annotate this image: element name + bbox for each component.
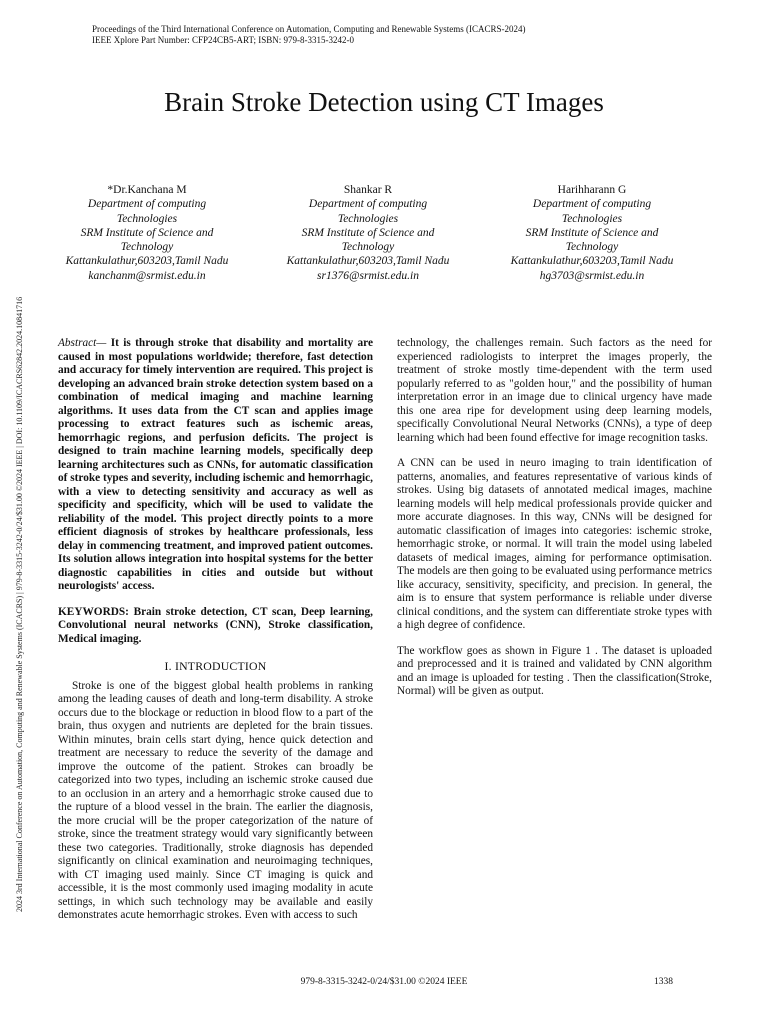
author-affiliation: Kattankulathur,603203,Tamil Nadu (510, 255, 674, 268)
author-name: Harihharann G (557, 184, 627, 196)
author-affiliation: Technology (341, 241, 395, 254)
conference-header (92, 24, 526, 46)
intro-paragraph-2: technology, the challenges remain. Such factors as the need for experienced radiologists to interpret the images properly, the treatment of stroke mostly time-dependent with the term used popularly referred to as "golden hour," and the possibility of human interpretation error in an image due to clinical urgency have made this one area ripe for development using deep learning models, specifically Convolutional Neural Networks (CNNs), a type of deep learning which had been found effective for image recognition tasks. (397, 337, 712, 444)
author-affiliation: SRM Institute of Science and (80, 226, 214, 239)
author-affiliation: Technologies (337, 212, 399, 225)
intro-paragraph-3: A CNN can be used in neuro imaging to train identification of patterns, anomalies, and features representative of various kinds of strokes. Using big datasets of annotated medical images, machine learning models will help medical professionals provide quicker and more accurate diagnoses. In this way, CNNs will be designed for automatic classification of images into categories: ischemic stroke, hemorrhagic stroke, or normal. It will train the model using labeled datasets of medical images, aiming for performance optimisation. The models are then going to be evaluated using performance metrics like accuracy, sensitivity, specificity, and precision. In general, the aim is to ensure that system performance is reliable under diverse clinical conditions, and the system can differentiate stroke types with a high degree of confidence. (397, 457, 712, 631)
page-number: 1338 (654, 977, 673, 987)
author-affiliation: Technologies (561, 212, 623, 225)
author-name: Shankar R (343, 184, 393, 196)
author-block-2 (268, 183, 468, 283)
keywords: KEYWORDS: Brain stroke detection, CT scan, Deep learning, Convolutional neural networks (CNN), Stroke classification, Medical imaging. (58, 605, 373, 645)
author-email: sr1376@srmist.edu.in (317, 269, 419, 282)
abstract (58, 337, 373, 594)
left-column (58, 337, 373, 923)
header-line-2: IEEE Xplore Part Number: CFP24CB5-ART; ISBN: 979-8-3315-3242-0 (92, 35, 354, 45)
doi-sidebar: 2024 3rd International Conference on Automation, Computing and Renewable Systems (ICACRS) | 979-8-3315-3242-0/24/$31.00 ©2024 IEEE | DOI: 10.1109/ICACRS62842.2024.10841716 (15, 296, 24, 912)
abstract-text: It is through stroke that disability and mortality are caused in most populations worldwide; therefore, fast detection and accuracy for timely intervention are required. This project is developing an advanced brain stroke detection system based on a combination of medical imaging and machine learning algorithms. It uses data from the CT scan and applies image processing to extract features such as ischemic areas, hemorrhagic regions, and perfusion deficits. The project is designed to train machine learning models, specifically deep learning architectures such as CNNs, for automatic classification of stroke types and severity, including ischemic and hemorrhagic, with a view to detecting sensitivity and accuracy as well as specificity and specificity, which will be used to validate the reliability of the model. This project directly points to a more efficient diagnosis of strokes by healthcare professionals, less delay in commencing treatment, and improved patient outcomes. Its solution allows integration into hospital systems for the better diagnostic capabilities in cities and outside but without neurologists' access. (58, 337, 373, 592)
paper-title: Brain Stroke Detection using CT Images (164, 87, 604, 117)
author-affiliation: SRM Institute of Science and (525, 226, 659, 239)
intro-paragraph-1: Stroke is one of the biggest global health problems in ranking among the leading causes of death and long-term disability. A stroke occurs due to the blockage or reduction in blood flow to a part of the brain, thus oxygen and nutrients are depleted for the brain tissues. Within minutes, brain cells start dying, hence quick detection and treatment are necessary to reduce the severity of the damage and improve the outcome of the patient. Strokes can broadly be categorized into two types, including an ischemic stroke caused due to an occlusion in an artery and a hemorrhagic stroke caused due to the rupture of a blood vessel in the brain. The earlier the diagnosis, the more crucial will be the proper categorization of the nature of stroke, since the treatment strategy would vary significantly between these two categories. Traditionally, stroke diagnosis has depended significantly on clinical examination and neuroimaging techniques, with CT imaging used mainly. Since CT imaging is quick and accessible, it is the most commonly used imaging modality in acute settings, in which such technology may be available and easily demonstrates acute hemorrhagic strokes. Even with access to such (58, 679, 373, 921)
intro-paragraph-4: The workflow goes as shown in Figure 1 . The dataset is uploaded and preprocessed and it is trained and validated by CNN algorithm and an image is uploaded for testing . Then the classification(Stroke, Normal) will be given as output. (397, 644, 712, 697)
author-affiliation: Department of computing (308, 198, 428, 211)
author-affiliation: Technology (120, 241, 174, 254)
author-block-1 (47, 183, 247, 283)
author-email: hg3703@srmist.edu.in (539, 269, 645, 282)
author-affiliation: Department of computing (87, 198, 207, 211)
author-affiliation: Kattankulathur,603203,Tamil Nadu (286, 255, 450, 268)
author-affiliation: SRM Institute of Science and (301, 226, 435, 239)
author-affiliation: Kattankulathur,603203,Tamil Nadu (65, 255, 229, 268)
header-line-1: Proceedings of the Third International Conference on Automation, Computing and Renewable Systems (ICACRS-2024) (92, 24, 526, 34)
author-email: kanchanm@srmist.edu.in (88, 269, 206, 282)
author-name: *Dr.Kanchana M (107, 184, 187, 196)
author-affiliation: Technology (565, 241, 619, 254)
author-affiliation: Technologies (116, 212, 178, 225)
abstract-label: Abstract— (58, 337, 107, 349)
right-column (397, 337, 712, 699)
section-heading-introduction: I. INTRODUCTION (164, 659, 267, 673)
author-affiliation: Department of computing (532, 198, 652, 211)
author-block-3 (492, 183, 692, 283)
copyright-line: 979-8-3315-3242-0/24/$31.00 ©2024 IEEE (300, 977, 468, 987)
